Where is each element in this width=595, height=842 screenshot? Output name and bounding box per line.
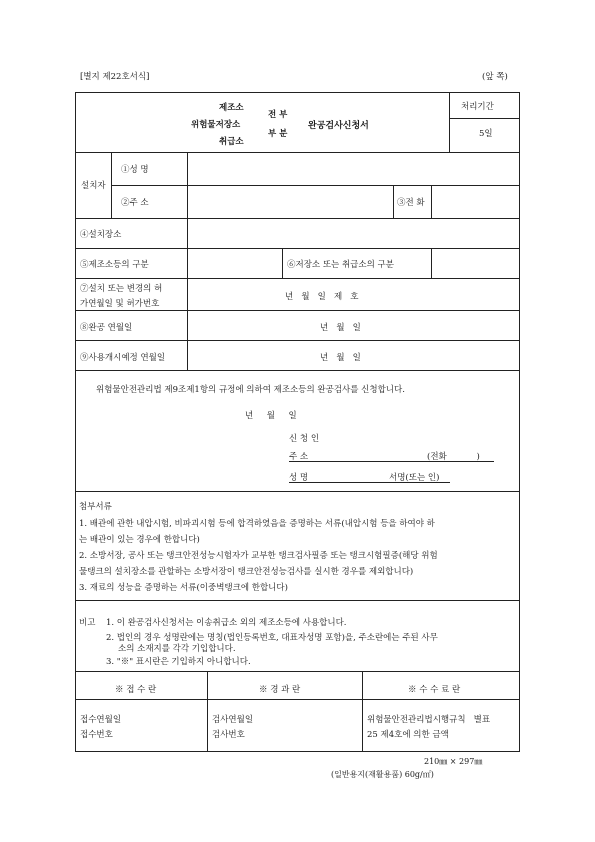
- type-storage-label: ⑥저장소 또는 취급소의 구분: [287, 260, 394, 270]
- row-line-type: [75, 278, 520, 279]
- completion-date-label: ⑧완공 연월일: [80, 323, 133, 333]
- applicant-signature: 서명(또는 인): [389, 473, 440, 483]
- phone-divider-left: [393, 185, 394, 218]
- paper-spec: (일반용지(재활용품) 60g/㎡): [331, 770, 434, 779]
- title-type-1: 제조소: [219, 103, 244, 113]
- permit-label-line2: 가연월일 및 허가번호: [80, 299, 160, 309]
- applicant-address-label: 주 소: [289, 452, 309, 462]
- receipt-no-label: 접수번호: [80, 730, 113, 740]
- office-divider-2: [362, 671, 363, 751]
- paper-size: 210㎜ × 297㎜: [424, 757, 483, 766]
- attachment-line: 2. 소방서장, 공사 또는 탱크안전성능시험자가 교부한 탱크검사필증 또는 탱크시험필증(해당 위험: [79, 551, 438, 561]
- applicant-name-line: [289, 471, 450, 483]
- inspect-no-label: 검사번호: [212, 730, 245, 740]
- installer-label: 설치자: [81, 181, 106, 191]
- inspect-date-label: 검사연월일: [212, 715, 254, 725]
- applicant-label: 신 청 인: [289, 434, 320, 444]
- receipt-date-label: 접수연월일: [80, 715, 122, 725]
- remarks-label: 비고: [79, 618, 96, 628]
- fee-text-line2: 25 제4호에 의한 금액: [367, 730, 449, 740]
- location-label: ④설치장소: [80, 230, 122, 240]
- title-scope-1: 전 부: [268, 110, 288, 120]
- frame-bottom: [75, 751, 520, 752]
- application-date: 년 월 일: [245, 411, 297, 421]
- office-divider-1: [207, 671, 208, 751]
- type-divider-2: [282, 248, 283, 278]
- row-line-remarks: [75, 671, 520, 672]
- remark-line: 소의 소재지를 각각 기입합니다.: [118, 644, 236, 654]
- attachments-title: 첨부서류: [79, 502, 112, 512]
- remark-line: 3. "※" 표시란은 기입하지 아니합니다.: [106, 657, 251, 667]
- fee-header: ※ 수 수 료 란: [408, 685, 461, 695]
- processing-value: 5일: [479, 129, 493, 139]
- page-side: (앞 쪽): [482, 72, 508, 82]
- applicant-phone: (전화 ): [427, 452, 480, 462]
- type-divider-3: [431, 248, 432, 278]
- location-divider: [187, 218, 188, 248]
- processing-label: 처리기간: [461, 102, 494, 112]
- name-label: ①성 명: [121, 165, 149, 175]
- processing-mid-line: [449, 118, 519, 119]
- application-statement: 위험물안전관리법 제9조제1항의 규정에 의하여 제조소등의 완공검사를 신청합니다.: [96, 385, 405, 395]
- applicant-address-line: [289, 450, 494, 462]
- remark-line: 1. 이 완공검사신청서는 이송취급소 외의 제조소등에 사용합니다.: [106, 618, 347, 628]
- type-divider-1: [187, 248, 188, 278]
- completion-divider: [187, 310, 188, 340]
- frame-left: [75, 92, 76, 751]
- row-line-completion: [75, 340, 520, 341]
- title-scope-2: 부 분: [268, 129, 288, 139]
- page-title: 완공검사신청서: [308, 121, 369, 131]
- phone-divider-right: [431, 185, 432, 218]
- title-type-3: 취급소: [219, 137, 244, 147]
- frame-right: [519, 92, 520, 751]
- attachment-line: 는 배관이 있는 경우에 한합니다): [79, 535, 200, 545]
- row-line-permit: [75, 310, 520, 311]
- installer-mid-line: [111, 185, 520, 186]
- receipt-header: ※ 접 수 란: [115, 685, 157, 695]
- title-type-2: 위험물저장소: [191, 120, 241, 130]
- phone-label: ③전 화: [397, 198, 425, 208]
- use-start-date-label: ⑨사용개시예정 연월일: [80, 353, 166, 363]
- fee-text-line1: 위험물안전관리법시행규칙 별표: [367, 715, 491, 725]
- office-header-line: [75, 699, 520, 700]
- frame-top: [75, 92, 520, 93]
- address-label: ②주 소: [121, 198, 149, 208]
- progress-header: ※ 경 과 란: [259, 685, 301, 695]
- remark-line: 2. 법인의 경우 성명란에는 명칭(법인등록번호, 대표자성명 포함)을, 주소란에는 주된 사무: [106, 633, 438, 643]
- type-manufacture-label: ⑤제조소등의 구분: [80, 260, 149, 270]
- permit-value: 년 월 일 제 호: [285, 292, 359, 302]
- attachment-line: 1. 배관에 관한 내압시험, 비파괴시험 등에 합격하였음을 증명하는 서류(내압시험 등을 하여야 하: [79, 519, 435, 529]
- attachment-line: 3. 재료의 성능을 증명하는 서류(이중벽탱크에 한합니다): [79, 583, 288, 593]
- row-line-location: [75, 248, 520, 249]
- use-start-date-value: 년 월 일: [320, 353, 361, 363]
- use-start-divider: [187, 340, 188, 370]
- row-line-installer: [75, 218, 520, 219]
- row-line-attachments: [75, 600, 520, 601]
- row-line-application: [75, 491, 520, 492]
- permit-divider: [187, 278, 188, 310]
- row-line-use-start: [75, 370, 520, 371]
- completion-date-value: 년 월 일: [320, 323, 361, 333]
- permit-label-line1: ⑦설치 또는 변경의 허: [80, 284, 163, 294]
- applicant-name-label: 성 명: [289, 473, 309, 483]
- row-line-title: [75, 152, 520, 153]
- attachment-line: 물탱크의 설치장소를 관할하는 소방서장이 탱크안전성능검사를 실시한 경우를 제외합니다): [79, 567, 414, 577]
- form-number: [별지 제22호서식]: [80, 72, 150, 82]
- processing-divider: [449, 92, 450, 152]
